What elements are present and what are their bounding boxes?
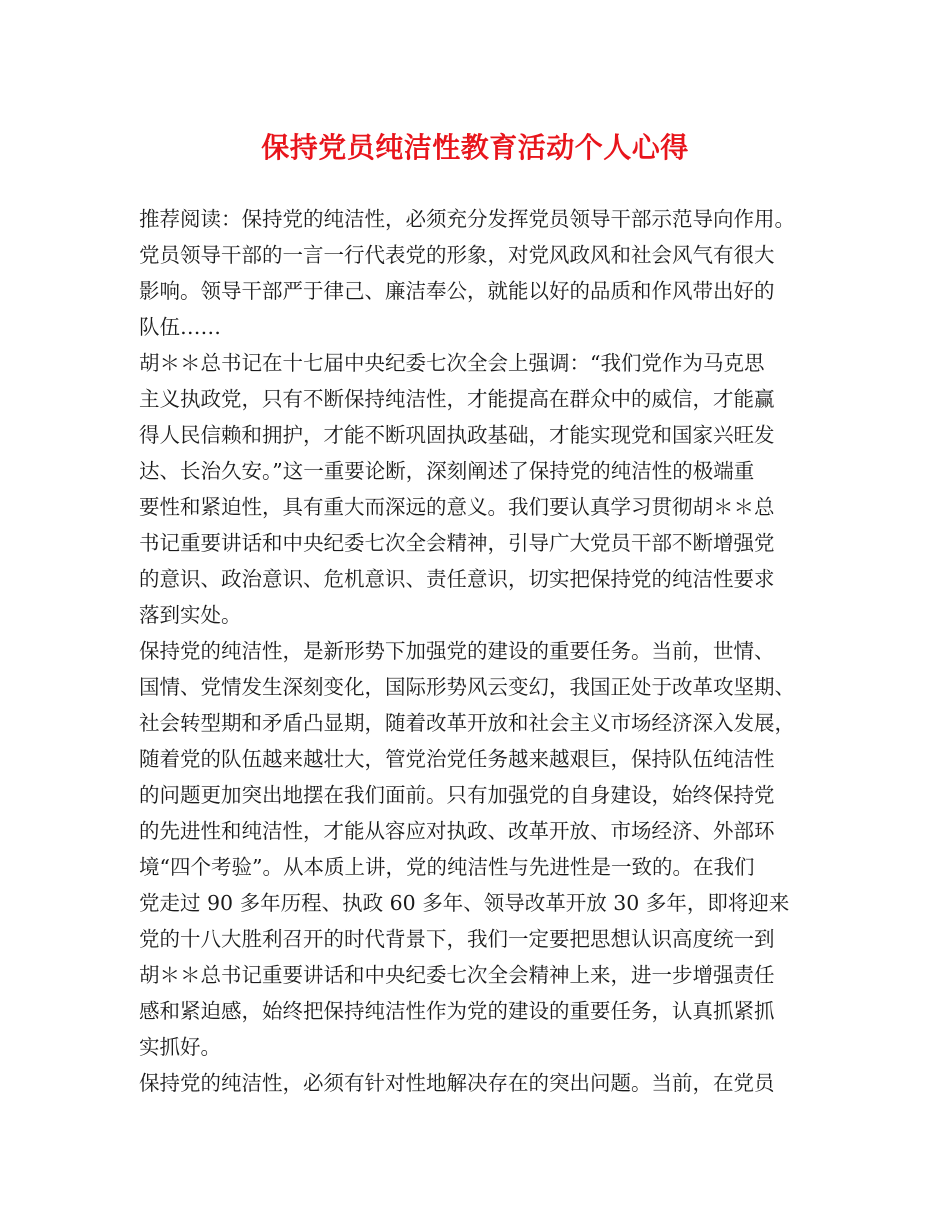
text-line: 的问题更加突出地摆在我们面前。只有加强党的自身建设，始终保持党 [139, 783, 775, 807]
text-line: 落到实处。 [139, 603, 242, 627]
text-line: 的意识、政治意识、危机意识、责任意识，切实把保持党的纯洁性要求 [139, 567, 775, 591]
document-title: 保持党员纯洁性教育活动个人心得 [261, 131, 689, 164]
text-line: 党走过 90 多年历程、执政 60 多年、领导改革开放 30 多年，即将迎来 [139, 891, 790, 915]
document-body [139, 201, 829, 1101]
text-line: 胡＊＊总书记在十七届中央纪委七次全会上强调：“我们党作为马克思 [139, 351, 765, 375]
text-line: 得人民信赖和拥护，才能不断巩固执政基础，才能实现党和国家兴旺发 [139, 423, 775, 447]
text-line: 实抓好。 [139, 1035, 221, 1059]
text-line: 感和紧迫感，始终把保持纯洁性作为党的建设的重要任务，认真抓紧抓 [139, 999, 775, 1023]
text-line: 保持党的纯洁性，必须有针对性地解决存在的突出问题。当前，在党员 [139, 1071, 775, 1095]
text-line: 随着党的队伍越来越壮大，管党治党任务越来越艰巨，保持队伍纯洁性 [139, 747, 775, 771]
text-line: 的先进性和纯洁性，才能从容应对执政、改革开放、市场经济、外部环 [139, 819, 775, 843]
text-line: 国情、党情发生深刻变化，国际形势风云变幻，我国正处于改革攻坚期、 [139, 675, 795, 699]
text-line: 书记重要讲话和中央纪委七次全会精神，引导广大党员干部不断增强党 [139, 531, 775, 555]
text-line: 影响。领导干部严于律己、廉洁奉公，就能以好的品质和作风带出好的 [139, 279, 775, 303]
text-line: 达、长治久安。”这一重要论断，深刻阐述了保持党的纯洁性的极端重 [139, 459, 755, 483]
text-line: 境“四个考验”。从本质上讲，党的纯洁性与先进性是一致的。在我们 [139, 855, 755, 879]
text-line: 社会转型期和矛盾凸显期，随着改革开放和社会主义市场经济深入发展， [139, 711, 795, 735]
text-line: 党员领导干部的一言一行代表党的形象，对党风政风和社会风气有很大 [139, 243, 775, 267]
text-line: 推荐阅读：保持党的纯洁性，必须充分发挥党员领导干部示范导向作用。 [139, 207, 795, 231]
text-line: 要性和紧迫性，具有重大而深远的意义。我们要认真学习贯彻胡＊＊总 [139, 495, 775, 519]
text-line: 胡＊＊总书记重要讲话和中央纪委七次全会精神上来，进一步增强责任 [139, 963, 775, 987]
text-line: 党的十八大胜利召开的时代背景下，我们一定要把思想认识高度统一到 [139, 927, 775, 951]
text-line: 队伍…… [139, 315, 221, 339]
text-line: 保持党的纯洁性，是新形势下加强党的建设的重要任务。当前，世情、 [139, 639, 775, 663]
text-line: 主义执政党，只有不断保持纯洁性，才能提高在群众中的威信，才能赢 [139, 387, 775, 411]
